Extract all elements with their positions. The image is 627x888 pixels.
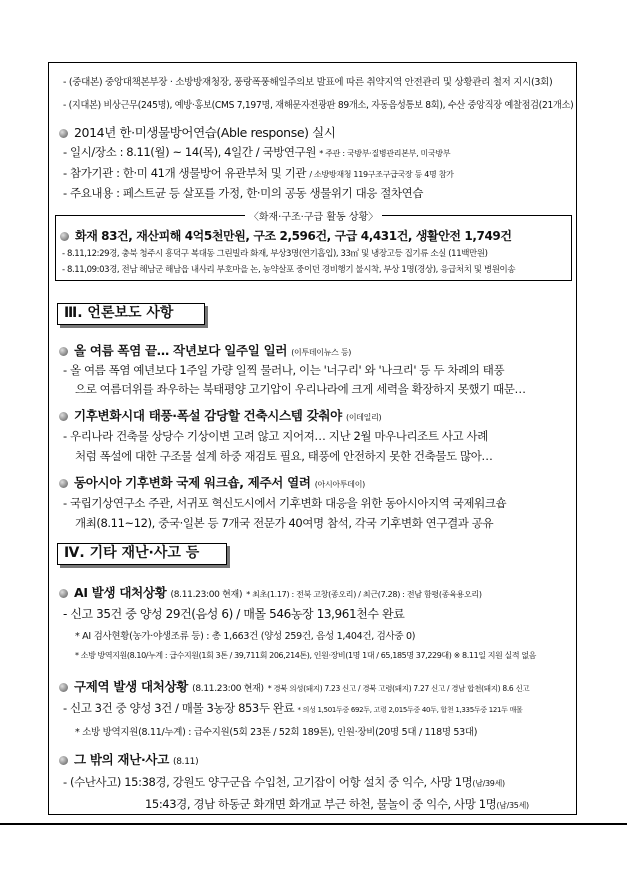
fire-sub-1: - 8.11,12:29경, 충북 청주시 흥덕구 복대동 그린빌라 화재, 부상3명(연기흡입), 33㎡ 및 냉장고등 집기류 소실 (11백만원) [62,249,488,259]
section-3-header: Ⅲ. 언론보도 사항 [57,303,205,325]
page-frame [48,62,577,815]
section-4-header: Ⅳ. 기타 재난·사고 등 [57,543,227,565]
news-2-line-1: - 우리나라 건축물 상당수 기상이변 고려 않고 지어져… 지난 2월 마우나리조트 사고 사례 [63,429,488,443]
drill-line-3: - 주요내용 : 페스트균 등 살포를 가정, 한·미의 공동 생물위기 대응 절차연습 [63,186,424,200]
news-3-line-2: 개최(8.11~12), 중국·일본 등 7개국 전문가 40여명 참석, 각국 기후변화 연구결과 공유 [75,516,494,530]
bullet-icon [59,412,68,421]
news-1-line-2: 으로 여름더위를 좌우하는 북태평양 고기압이 우리나라에 크게 세력을 확장하지 못했기 때문… [75,382,526,396]
bullet-icon [60,232,69,241]
fmd-line-2: * 소방 방역지원(8.11/누계) : 급수지원(5회 23톤 / 52회 189톤), 인원·장비(20명 5대 / 118명 53대) [75,727,478,738]
news-2-line-2: 처럼 폭설에 대한 구조물 설계 하중 재검토 필요, 태풍에 안전하지 못한 건축물도 많아… [75,449,493,463]
bullet-icon [59,347,68,356]
etc-line-2: 15:43경, 경남 하동군 화개면 화개교 부근 하천, 물놀이 중 익수, 사망 1명(남/35세) [145,797,529,811]
drill-title: 2014년 한·미생물방어연습(Able response) 실시 [59,123,336,141]
bullet-icon [59,683,68,692]
bullet-icon [59,589,68,598]
ai-line-2: * AI 검사현황(농가·야생조류 등) : 총 1,663건 (양성 259건, 음성 1,404건, 검사중 0) [75,631,416,642]
news-2-title: 기후변화시대 태풍·폭설 감당할 건축시스템 갖춰야 (이데일리) [59,406,381,424]
news-1-line-1: - 올 여름 폭염 예년보다 1주일 가량 일찍 물러나, 이는 '너구리' 와 '나크리' 등 두 차례의 태풍 [63,363,505,377]
top-line-1: - (중대본) 중앙대책본부장 · 소방방재청장, 풍랑폭풍해일주의보 발표에 따른 취약지역 안전관리 및 상황관리 철저 지시(3회) [63,77,553,88]
bottom-rule [0,823,627,825]
news-1-title: 올 여름 폭염 끝… 작년보다 일주일 일러 (이투데이뉴스 등) [59,341,351,359]
drill-line-2: - 참가기관 : 한·미 41개 생물방어 유관부처 및 기관 / 소방방재청 119구조구급국장 등 4명 참가 [63,166,454,180]
top-line-2: - (지대본) 비상근무(245명), 예방·홍보(CMS 7,197명, 재해문자전광판 89개소, 자동음성통보 8회), 수산 중앙직장 예찰점검(21개소) [63,100,574,111]
bullet-icon [59,479,68,488]
ai-title: AI 발생 대처상황 (8.11.23:00 현재) * 최초(1.17) : 전북 고창(종오리) / 최근(7.28) : 전남 함평(종육용오리) [59,583,482,601]
fire-status-box [55,212,572,281]
bullet-icon [59,756,68,765]
ai-line-3: * 소방 방역지원(8.10/누계 : 급수지원(1회 3톤 / 39,711회 206,214톤), 인원·장비(1명 1대 / 65,185명 37,229대) ※ 8.11일 지원 실적 없음 [75,651,536,660]
fmd-line-1: - 신고 3건 중 양성 3건 / 매몰 3농장 853두 완료 * 의성 1,501두중 692두, 고령 2,015두중 40두, 합천 1,335두중 121두 매몰 [63,701,523,715]
etc-line-1: - (수난사고) 15:38경, 강원도 양구군읍 수입천, 고기잡이 어항 설치 중 익수, 사망 1명(남/39세) [63,775,505,789]
news-3-line-1: - 국립기상연구소 주관, 서귀포 혁신도시에서 기후변화 대응을 위한 동아시아지역 국제워크숍 [63,496,507,510]
fire-box-title: 〈화재·구조·구급 활동 상황〉 [56,208,571,223]
drill-line-1: - 일시/장소 : 8.11(월) ~ 14(목), 4일간 / 국방연구원 * 주관 : 국방부·질병관리본부, 미국방부 [63,145,451,159]
etc-title: 그 밖의 재난·사고 (8.11) [59,750,198,768]
fmd-title: 구제역 발생 대처상황 (8.11.23:00 현재) * 경북 의성(돼지) 7.23 신고 / 경북 고령(돼지) 7.27 신고 / 경남 합천(돼지) 8.6 신고 [59,677,529,695]
bullet-icon [59,129,68,138]
ai-line-1: - 신고 35건 중 양성 29건(음성 6) / 매몰 546농장 13,961천수 완료 [63,607,405,621]
fire-main: 화재 83건, 재산피해 4억5천만원, 구조 2,596건, 구급 4,431건, 생활안전 1,749건 [60,227,512,244]
news-3-title: 동아시아 기후변화 국제 워크숍, 제주서 열려 (아시아투데이) [59,473,365,491]
fire-sub-2: - 8.11,09:03경, 전남 해남군 해남읍 내사리 부호마을 논, 농약살포 중이던 경비행기 불시착, 부상 1명(경상), 응급처치 및 병원이송 [62,265,516,275]
